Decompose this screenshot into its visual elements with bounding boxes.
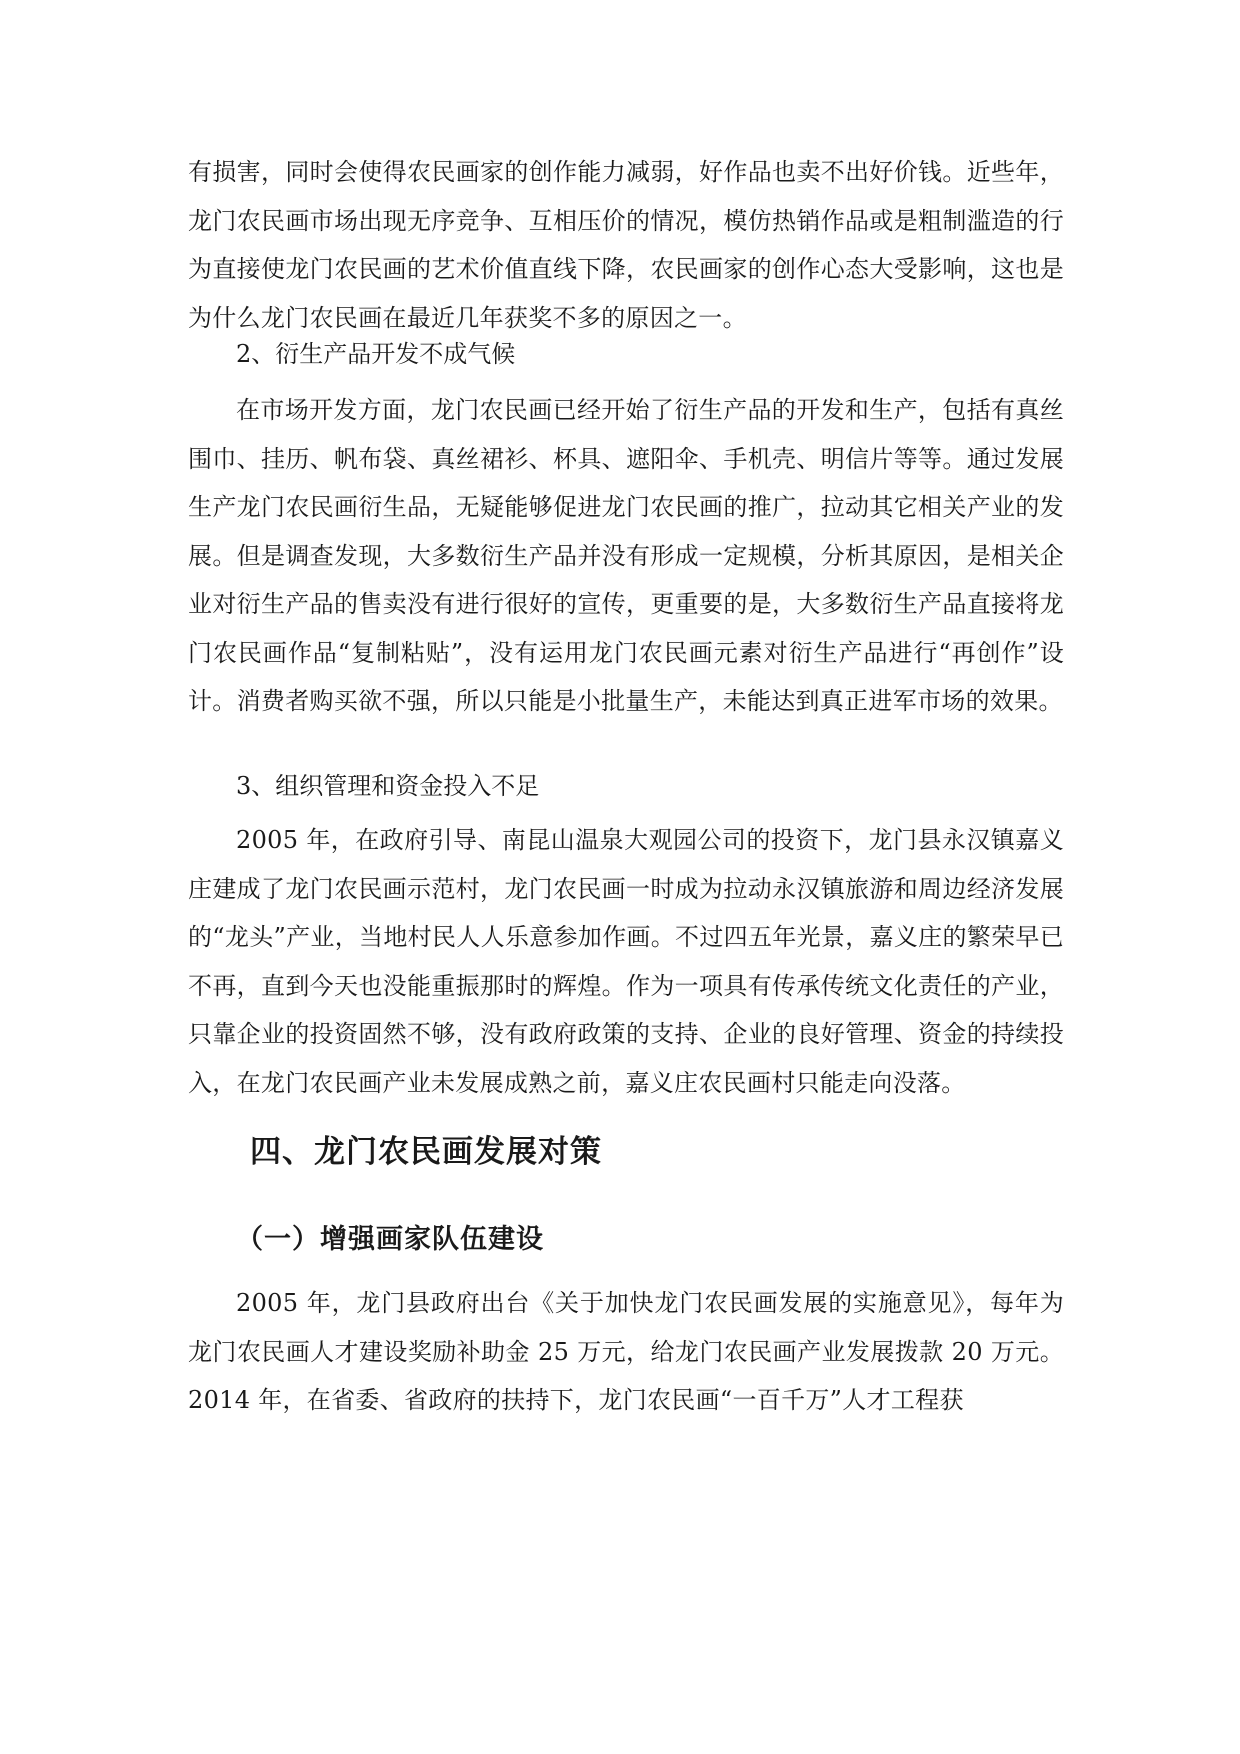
- subheading-derivative-products: 2、衍生产品开发不成气候: [236, 340, 516, 368]
- paragraph-jiayizhuang-village: 2005 年，在政府引导、南昆山温泉大观园公司的投资下，龙门县永汉镇嘉义庄建成了龙门农民画示范村，龙门农民画一时成为拉动永汉镇旅游和周边经济发展的“龙头”产业，当地村民人人乐意参加作画。不过四五年光景，嘉义庄的繁荣早已不再，直到今天也没能重振那时的辉煌。作为一项具有传承传统文化责任的产业，只靠企业的投资固然不够，没有政府政策的支持、企业的良好管理、资金的持续投入，在龙门农民画产业未发展成熟之前，嘉义庄农民画村只能走向没落。: [188, 826, 1064, 1097]
- paragraph-government-policy: 2005 年，龙门县政府出台《关于加快龙门农民画发展的实施意见》，每年为龙门农民画人才建设奖励补助金 25 万元，给龙门农民画产业发展拨款 20 万元。2014 年，在省委、省政府的扶持下，龙门农民画“一百千万”人才工程获: [188, 1289, 1064, 1414]
- section-heading-development-strategies: 四、龙门农民画发展对策: [250, 1134, 602, 1170]
- paragraph-derivative-products: 在市场开发方面，龙门农民画已经开始了衍生产品的开发和生产，包括有真丝围巾、挂历、帆布袋、真丝裙衫、杯具、遮阳伞、手机壳、明信片等等。通过发展生产龙门农民画衍生品，无疑能够促进龙门农民画的推广，拉动其它相关产业的发展。但是调查发现，大多数衍生产品并没有形成一定规模，分析其原因，是相关企业对衍生产品的售卖没有进行很好的宣传，更重要的是，大多数衍生产品直接将龙门农民画作品“复制粘贴”，没有运用龙门农民画元素对衍生产品进行“再创作”设计。消费者购买欲不强，所以只能是小批量生产，未能达到真正进军市场的效果。: [188, 396, 1064, 715]
- paragraph-market-competition: 有损害，同时会使得农民画家的创作能力减弱，好作品也卖不出好价钱。近些年，龙门农民画市场出现无序竞争、互相压价的情况，模仿热销作品或是粗制滥造的行为直接使龙门农民画的艺术价值直线下降，农民画家的创作心态大受影响，这也是为什么龙门农民画在最近几年获奖不多的原因之一。: [188, 158, 1064, 332]
- subsection-heading-artist-team: （一）增强画家队伍建设: [236, 1224, 544, 1255]
- subheading-management-funding: 3、组织管理和资金投入不足: [236, 772, 540, 800]
